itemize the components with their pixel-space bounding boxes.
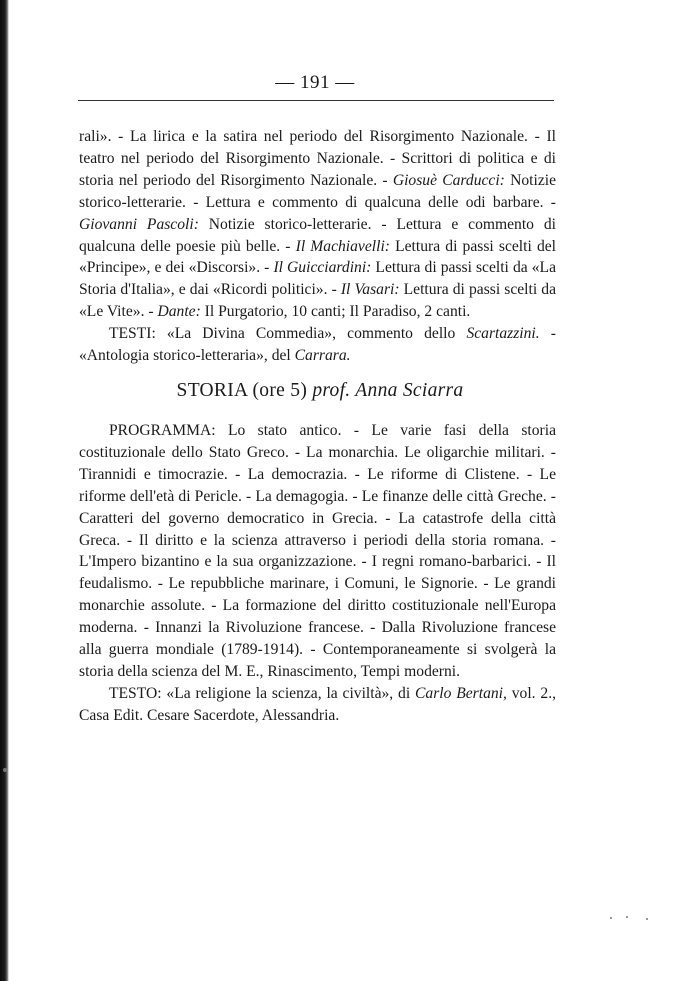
italic-text-run: Il Vasari: [340, 281, 400, 299]
book-binding-edge [0, 0, 9, 981]
paper-speck [626, 916, 628, 918]
text-run: PROGRAMMA: Lo stato antico. - Le varie fasi della storia costituzionale dello Stato Greco. - La monarchia. Le oligarchie militari. - Tirannidi e timocrazie. - La democrazia. - Le riforme di Clistene. - Le riforme dell'età di Pericle. - La demagogia. - Le finanze delle città Greche. - Caratteri del governo democratico in Grecia. - La catastrofe della città Greca. - Il diritto e la scienza attraverso i periodi della storia romana. - L'Impero bizantino e la sua organizzazione. - I regni romano-barbarici. - Il feudalismo. - Le repubbliche marinare, i Comuni, le Signorie. - Le grandi monarchie assolute. - La formazione del diritto costituzionale nell'Europa moderna. - Innanzi la Rivoluzione francese. - Dalla Rivoluzione francese alla guerra mondiale (1789-1914). - Contemporaneamente si svolgerà la storia della scienza del M. E., Rinascimento, Tempi moderni. [79, 422, 556, 680]
text-run: Notizie storico-letterarie. - Lettura e commento di qualcuna delle poesie più belle. - [79, 215, 556, 255]
italic-text-run: Scartazzini. [466, 325, 540, 343]
history-program-block [79, 420, 556, 727]
italic-text-run: Dante: [157, 303, 201, 321]
text-run: TESTI: «La Divina Commedia», commento dello [109, 325, 467, 343]
section-title: STORIA (ore 5) [176, 380, 308, 401]
text-run: TESTO: «La religione la scienza, la civiltà», di [109, 684, 415, 702]
text-run: vol. 2., Casa Edit. Cesare Sacerdote, Alessandria. [79, 684, 556, 724]
text-run: Lettura di passi scelti del «Principe», e dei «Discorsi». - [79, 237, 556, 277]
page-number: — 191 — [275, 72, 355, 93]
literature-program-paragraph [79, 126, 556, 323]
italic-text-run: Il Guicciardini: [273, 259, 372, 277]
text-run: - «Antologia storico-letteraria», del [79, 325, 556, 365]
text-run: Il Purgatorio, 10 canti; Il Paradiso, 2 canti. [200, 303, 471, 321]
literature-texts-paragraph [79, 323, 556, 367]
history-program-paragraph [79, 420, 556, 683]
paper-speck [610, 917, 612, 919]
section-heading-storia [0, 380, 640, 402]
italic-text-run: Giovanni Pascoli: [79, 215, 199, 233]
paper-speck [3, 768, 7, 772]
italic-text-run: Carrara. [294, 347, 351, 365]
text-run: Lettura di passi scelti da «La Storia d'Italia», e dai «Ricordi politici». - [79, 259, 556, 299]
text-run: Notizie storico-letterarie. - Lettura e commento di qualcuna delle odi barbare. - [79, 171, 556, 211]
text-run: rali». - La lirica e la satira nel periodo del Risorgimento Nazionale. - Il teatro nel periodo del Risorgimento Nazionale. - Scrittori di politica e di storia nel periodo del Risorgimento Nazionale. - [79, 128, 556, 189]
literature-program-block [79, 126, 556, 367]
paper-speck [646, 918, 648, 920]
italic-text-run: Il Machiavelli: [295, 237, 390, 255]
section-teacher: prof. Anna Sciarra [312, 380, 464, 401]
italic-text-run: Giosuè Carducci: [392, 171, 505, 189]
italic-text-run: Carlo Bertani, [415, 684, 507, 702]
history-texts-paragraph [79, 683, 556, 727]
header-rule [78, 100, 554, 101]
text-run: Lettura di passi scelti da «Le Vite». - [79, 281, 556, 321]
